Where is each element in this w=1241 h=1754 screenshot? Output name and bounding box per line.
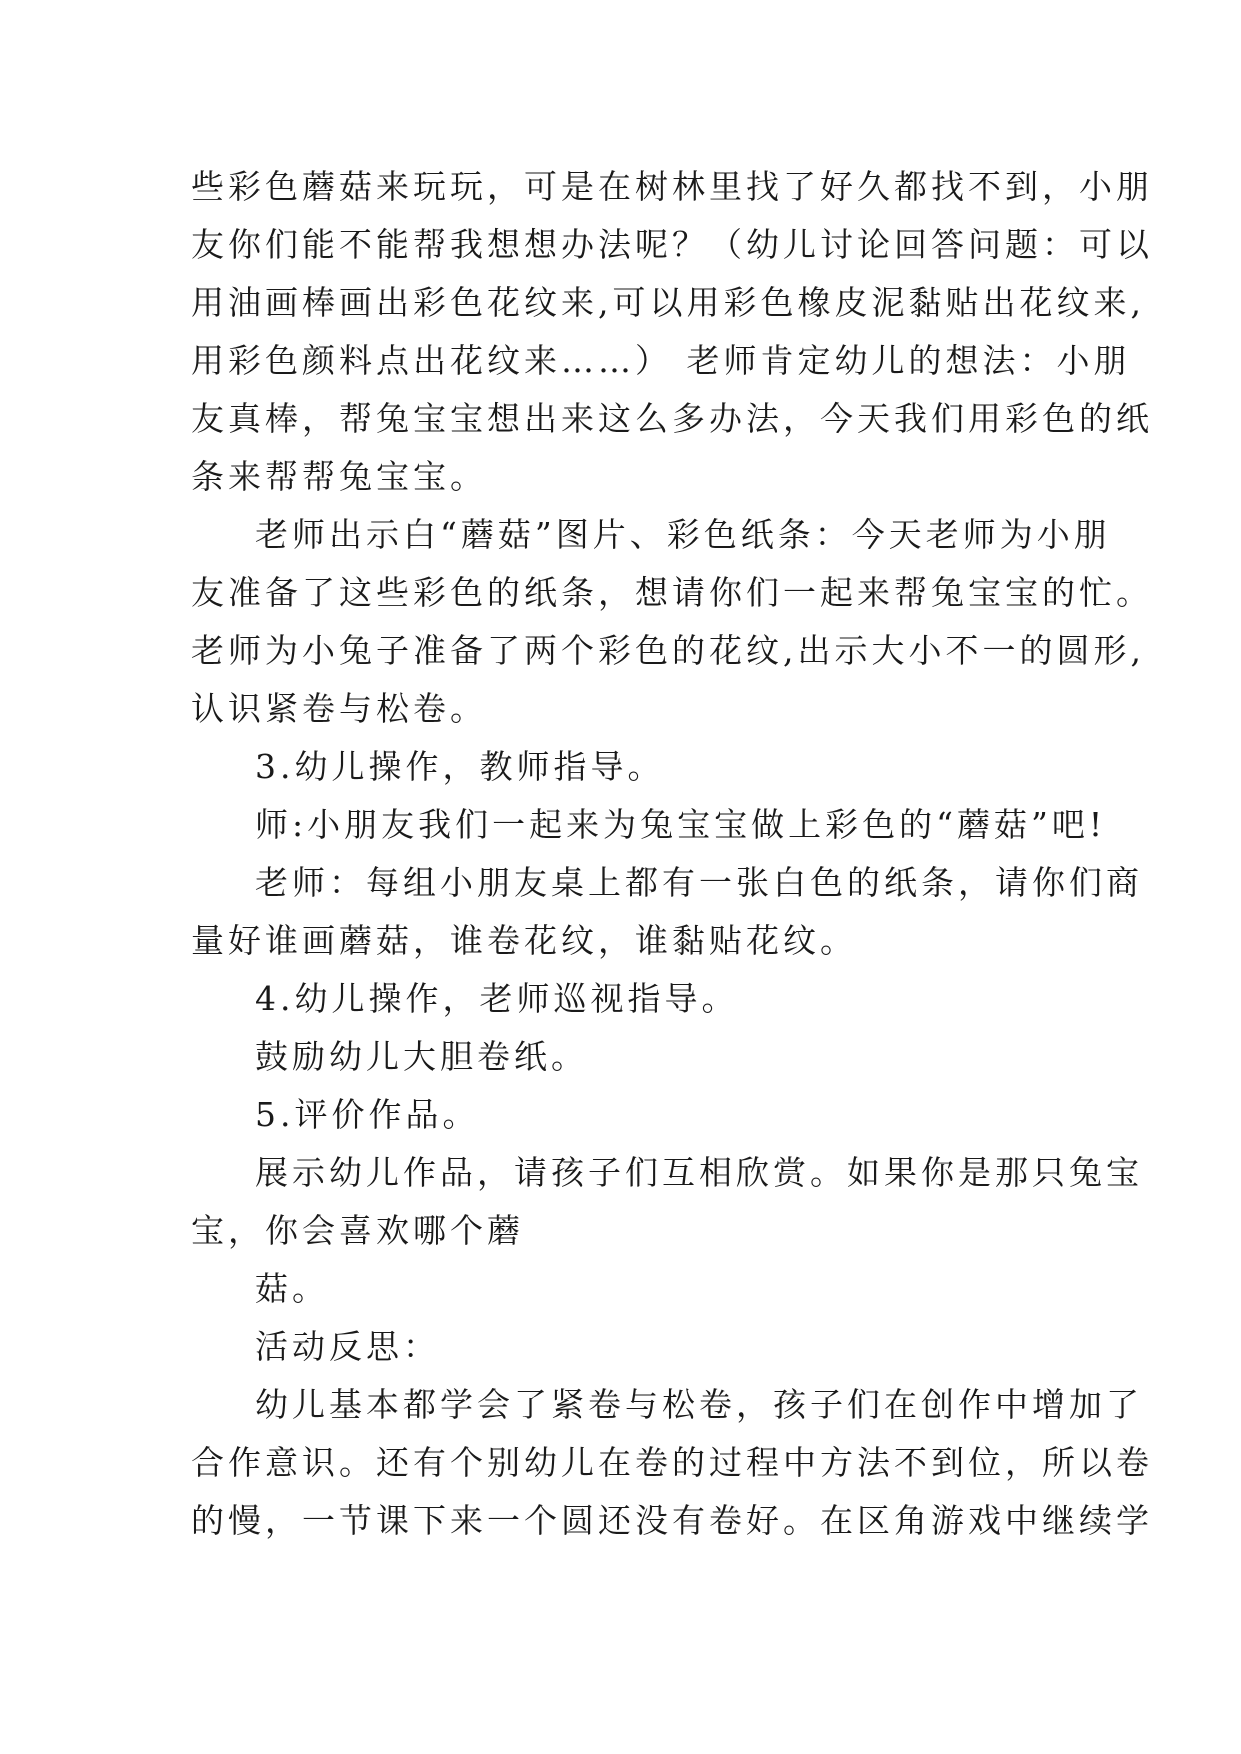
text-line: 师:小朋友我们一起来为兔宝宝做上彩色的“蘑菇”吧! — [255, 805, 1107, 844]
text-line: 老师出示白“蘑菇”图片、彩色纸条：今天老师为小朋 — [255, 515, 1111, 554]
text-line: 宝，你会喜欢哪个蘑 — [191, 1211, 524, 1250]
text-line: 合作意识。还有个别幼儿在卷的过程中方法不到位，所以卷 — [191, 1443, 1153, 1482]
text-line: 的慢，一节课下来一个圆还没有卷好。在区角游戏中继续学 — [191, 1501, 1153, 1540]
text-line: 5.评价作品。 — [255, 1095, 480, 1134]
document-body — [191, 158, 1153, 1550]
text-line: 老师为小兔子准备了两个彩色的花纹,出示大小不一的圆形, — [191, 631, 1145, 670]
text-line: 鼓励幼儿大胆卷纸。 — [255, 1037, 588, 1076]
text-line: 认识紧卷与松卷。 — [191, 689, 487, 728]
text-line: 4.幼儿操作，老师巡视指导。 — [255, 979, 739, 1018]
text-line: 老师：每组小朋友桌上都有一张白色的纸条，请你们商 — [255, 863, 1143, 902]
text-line: 展示幼儿作品，请孩子们互相欣赏。如果你是那只兔宝 — [255, 1153, 1143, 1192]
text-line: 友真棒，帮兔宝宝想出来这么多办法，今天我们用彩色的纸 — [191, 399, 1153, 438]
text-line: 友你们能不能帮我想想办法呢？（幼儿讨论回答问题：可以 — [191, 225, 1153, 264]
text-line: 幼儿基本都学会了紧卷与松卷，孩子们在创作中增加了 — [255, 1385, 1143, 1424]
text-line: 活动反思： — [255, 1327, 440, 1366]
text-line: 菇。 — [255, 1269, 329, 1308]
text-line: 3.幼儿操作，教师指导。 — [255, 747, 665, 786]
text-line: 些彩色蘑菇来玩玩，可是在树林里找了好久都找不到，小朋 — [191, 167, 1153, 206]
text-line: 量好谁画蘑菇，谁卷花纹，谁黏贴花纹。 — [191, 921, 857, 960]
text-line: 条来帮帮兔宝宝。 — [191, 457, 487, 496]
text-line: 用油画棒画出彩色花纹来,可以用彩色橡皮泥黏贴出花纹来, — [191, 283, 1145, 322]
text-line: 友准备了这些彩色的纸条，想请你们一起来帮兔宝宝的忙。 — [191, 573, 1153, 612]
text-line: 用彩色颜料点出花纹来……） 老师肯定幼儿的想法：小朋 — [191, 341, 1131, 380]
